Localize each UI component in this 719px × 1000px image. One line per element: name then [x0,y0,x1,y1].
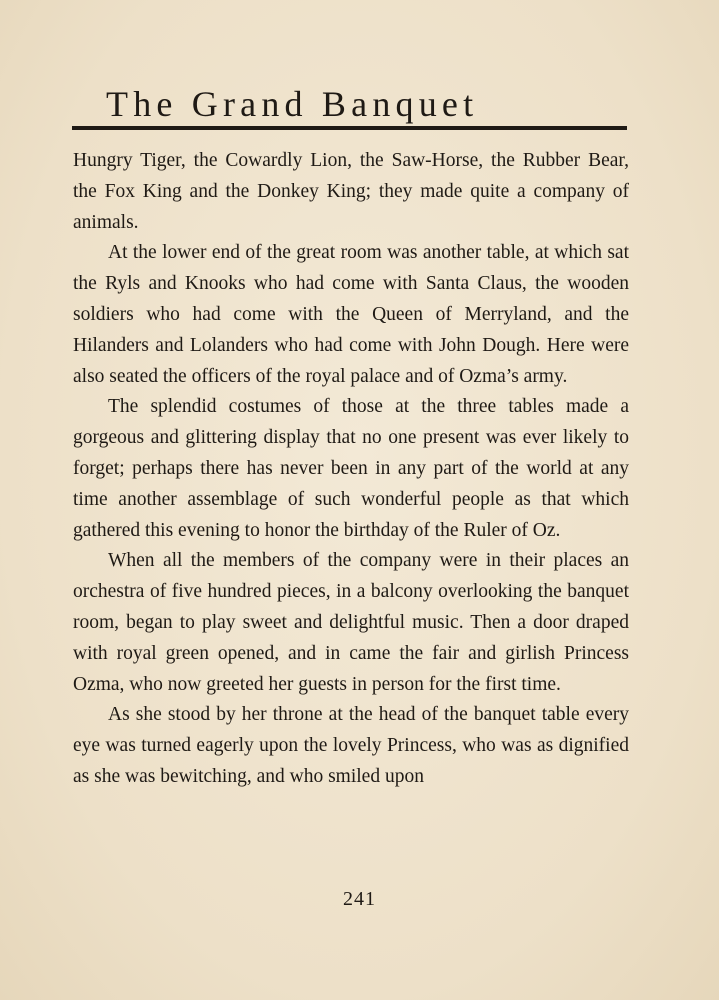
running-header [72,72,627,136]
paragraph-3: The splendid costumes of those at the three tables made a gorgeous and glittering display that no one present was ever likely to forget; perhaps there has never been in any part of the world at any time another assemblage of such wonderful people as that which gathered this evening to honor the birthday of the Ruler of Oz. [73,396,629,541]
header-rule [72,126,627,130]
running-title: The Grand Banquet [106,84,479,124]
paragraph-1: Hungry Tiger, the Cowardly Lion, the Saw-Horse, the Rubber Bear, the Fox King and the Donkey King; they made quite a company of animals. [73,150,629,233]
page-number: 241 [343,888,376,910]
body-text [73,146,629,793]
paragraph-4: When all the members of the company were in their places an orchestra of five hundred pieces, in a balcony overlooking the banquet room, began to play sweet and delightful music. Then a door draped with royal green opened, and in came the fair and girlish Princess Ozma, who now greeted her guests in person for the first time. [73,550,629,695]
paragraph-5: As she stood by her throne at the head of the banquet table every eye was turned eagerly upon the lovely Princess, who was as dignified as she was bewitching, and who smiled upon [73,704,629,787]
paragraph-2: At the lower end of the great room was another table, at which sat the Ryls and Knooks who had come with Santa Claus, the wooden soldiers who had come with the Queen of Merryland, and the Hilanders and Lolanders who had come with John Dough. Here were also seated the officers of the royal palace and of Ozma’s army. [73,242,629,387]
